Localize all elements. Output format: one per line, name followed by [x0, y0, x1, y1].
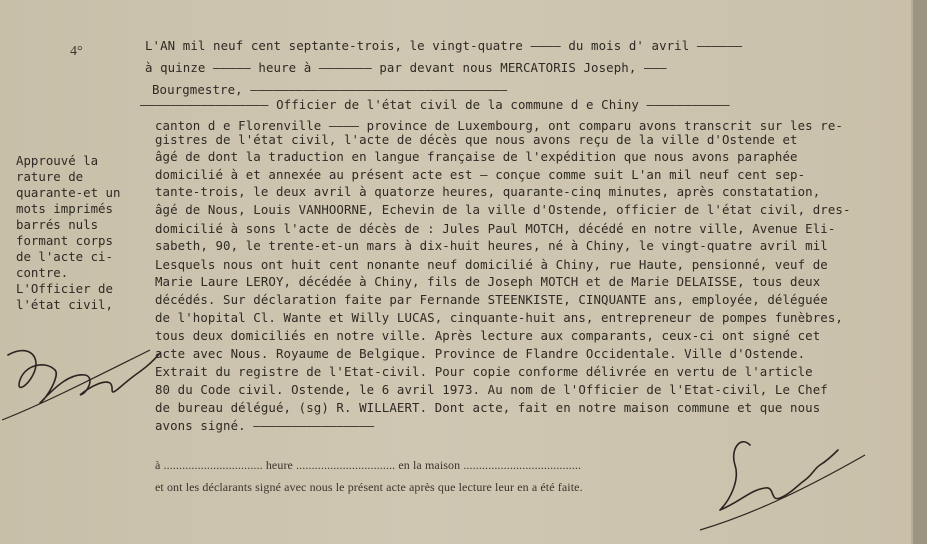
text-line-1: L'AN mil neuf cent septante-trois, le vingt-quatre ———— du mois d' avril ——————: [145, 38, 743, 53]
text-line-21: de bureau délégué, (sg) R. WILLAERT. Dont acte, fait en notre maison commune et que nous: [155, 400, 821, 415]
text-line-6: gistres de l'état civil, l'acte de décès que nous avons reçu de la ville d'Ostende et: [155, 132, 798, 147]
signature-left: [0, 325, 170, 435]
text-line-5: canton d e Florenville ———— province de Luxembourg, ont comparu avons transcrit sur les re-: [155, 118, 843, 133]
text-line-24: et ont les déclarants signé avec nous le présent acte après que lecture leur en a été faite.: [155, 480, 583, 494]
text-line-10: âgé de Nous, Louis VANHOORNE, Echevin de la ville d'Ostende, officier de l'état civil, dres-: [155, 202, 851, 217]
text-line-22: avons signé. ————————————————: [155, 418, 375, 433]
entry-number: 4°: [70, 44, 83, 59]
margin-note-line: rature de: [16, 169, 84, 184]
text-line-7: âgé de dont la traduction en langue française de l'expédition que nous avons paraphée: [155, 149, 798, 164]
text-line-14: Marie Laure LEROY, décédée à Chiny, fils de Joseph MOTCH et de Marie DELAISSE, tous deux: [155, 274, 821, 289]
margin-note-line: l'état civil,: [16, 297, 113, 312]
margin-note-line: de l'acte ci-: [16, 249, 113, 264]
text-line-9: tante-trois, le deux avril à quatorze heures, quarante-cinq minutes, après constatation,: [155, 184, 821, 199]
margin-note-line: quarante-et un: [16, 185, 121, 200]
text-line-18: acte avec Nous. Royaume de Belgique. Province de Flandre Occidentale. Ville d'Ostende.: [155, 346, 806, 361]
text-line-4: ————————————————— Officier de l'état civil de la commune d e Chiny ———————————: [140, 97, 730, 112]
text-line-23: à ................................ heure ................................ en la maison ......................................: [155, 458, 582, 472]
margin-note-line: mots imprimés: [16, 201, 113, 216]
text-line-17: tous deux domiciliés en notre ville. Après lecture aux comparants, ceux-ci ont signé cet: [155, 328, 821, 343]
text-line-13: Lesquels nous ont huit cent nonante neuf domicilié à Chiny, rue Haute, pensionné, veuf de: [155, 257, 828, 272]
signature-right: [690, 430, 870, 540]
text-line-12: sabeth, 90, le trente-et-un mars à dix-huit heures, né à Chiny, le vingt-quatre avril mil: [155, 238, 828, 253]
margin-note-line: barrés nuls: [16, 217, 99, 232]
text-line-11: domicilié à sons l'acte de décès de : Jules Paul MOTCH, décédé en notre ville, Avenue Eli-: [155, 221, 836, 236]
margin-note-line: contre.: [16, 265, 69, 280]
margin-note: [16, 153, 146, 313]
text-line-2: à quinze ————— heure à ——————— par devant nous MERCATORIS Joseph, ———: [145, 60, 667, 75]
text-line-3: Bourgmestre, ——————————————————————————————————: [152, 82, 508, 97]
text-line-15: décédés. Sur déclaration faite par Fernande STEENKISTE, CINQUANTE ans, employée, déléguée: [155, 292, 828, 307]
page-edge-line: [911, 0, 913, 544]
margin-note-line: L'Officier de: [16, 281, 113, 296]
text-line-16: de l'hopital Cl. Wante et Willy LUCAS, cinquante-huit ans, entrepreneur de pompes funèbres,: [155, 310, 843, 325]
margin-note-line: formant corps: [16, 233, 113, 248]
text-line-19: Extrait du registre de l'Etat-civil. Pour copie conforme délivrée en vertu de l'article: [155, 364, 813, 379]
page-edge: [913, 0, 927, 544]
margin-note-line: Approuvé la: [16, 153, 99, 168]
text-line-8: domicilié à et annexée au présent acte est — conçue comme suit L'an mil neuf cent sep-: [155, 167, 806, 182]
text-line-20: 80 du Code civil. Ostende, le 6 avril 1973. Au nom de l'Officier de l'Etat-civil, Le Chef: [155, 382, 828, 397]
